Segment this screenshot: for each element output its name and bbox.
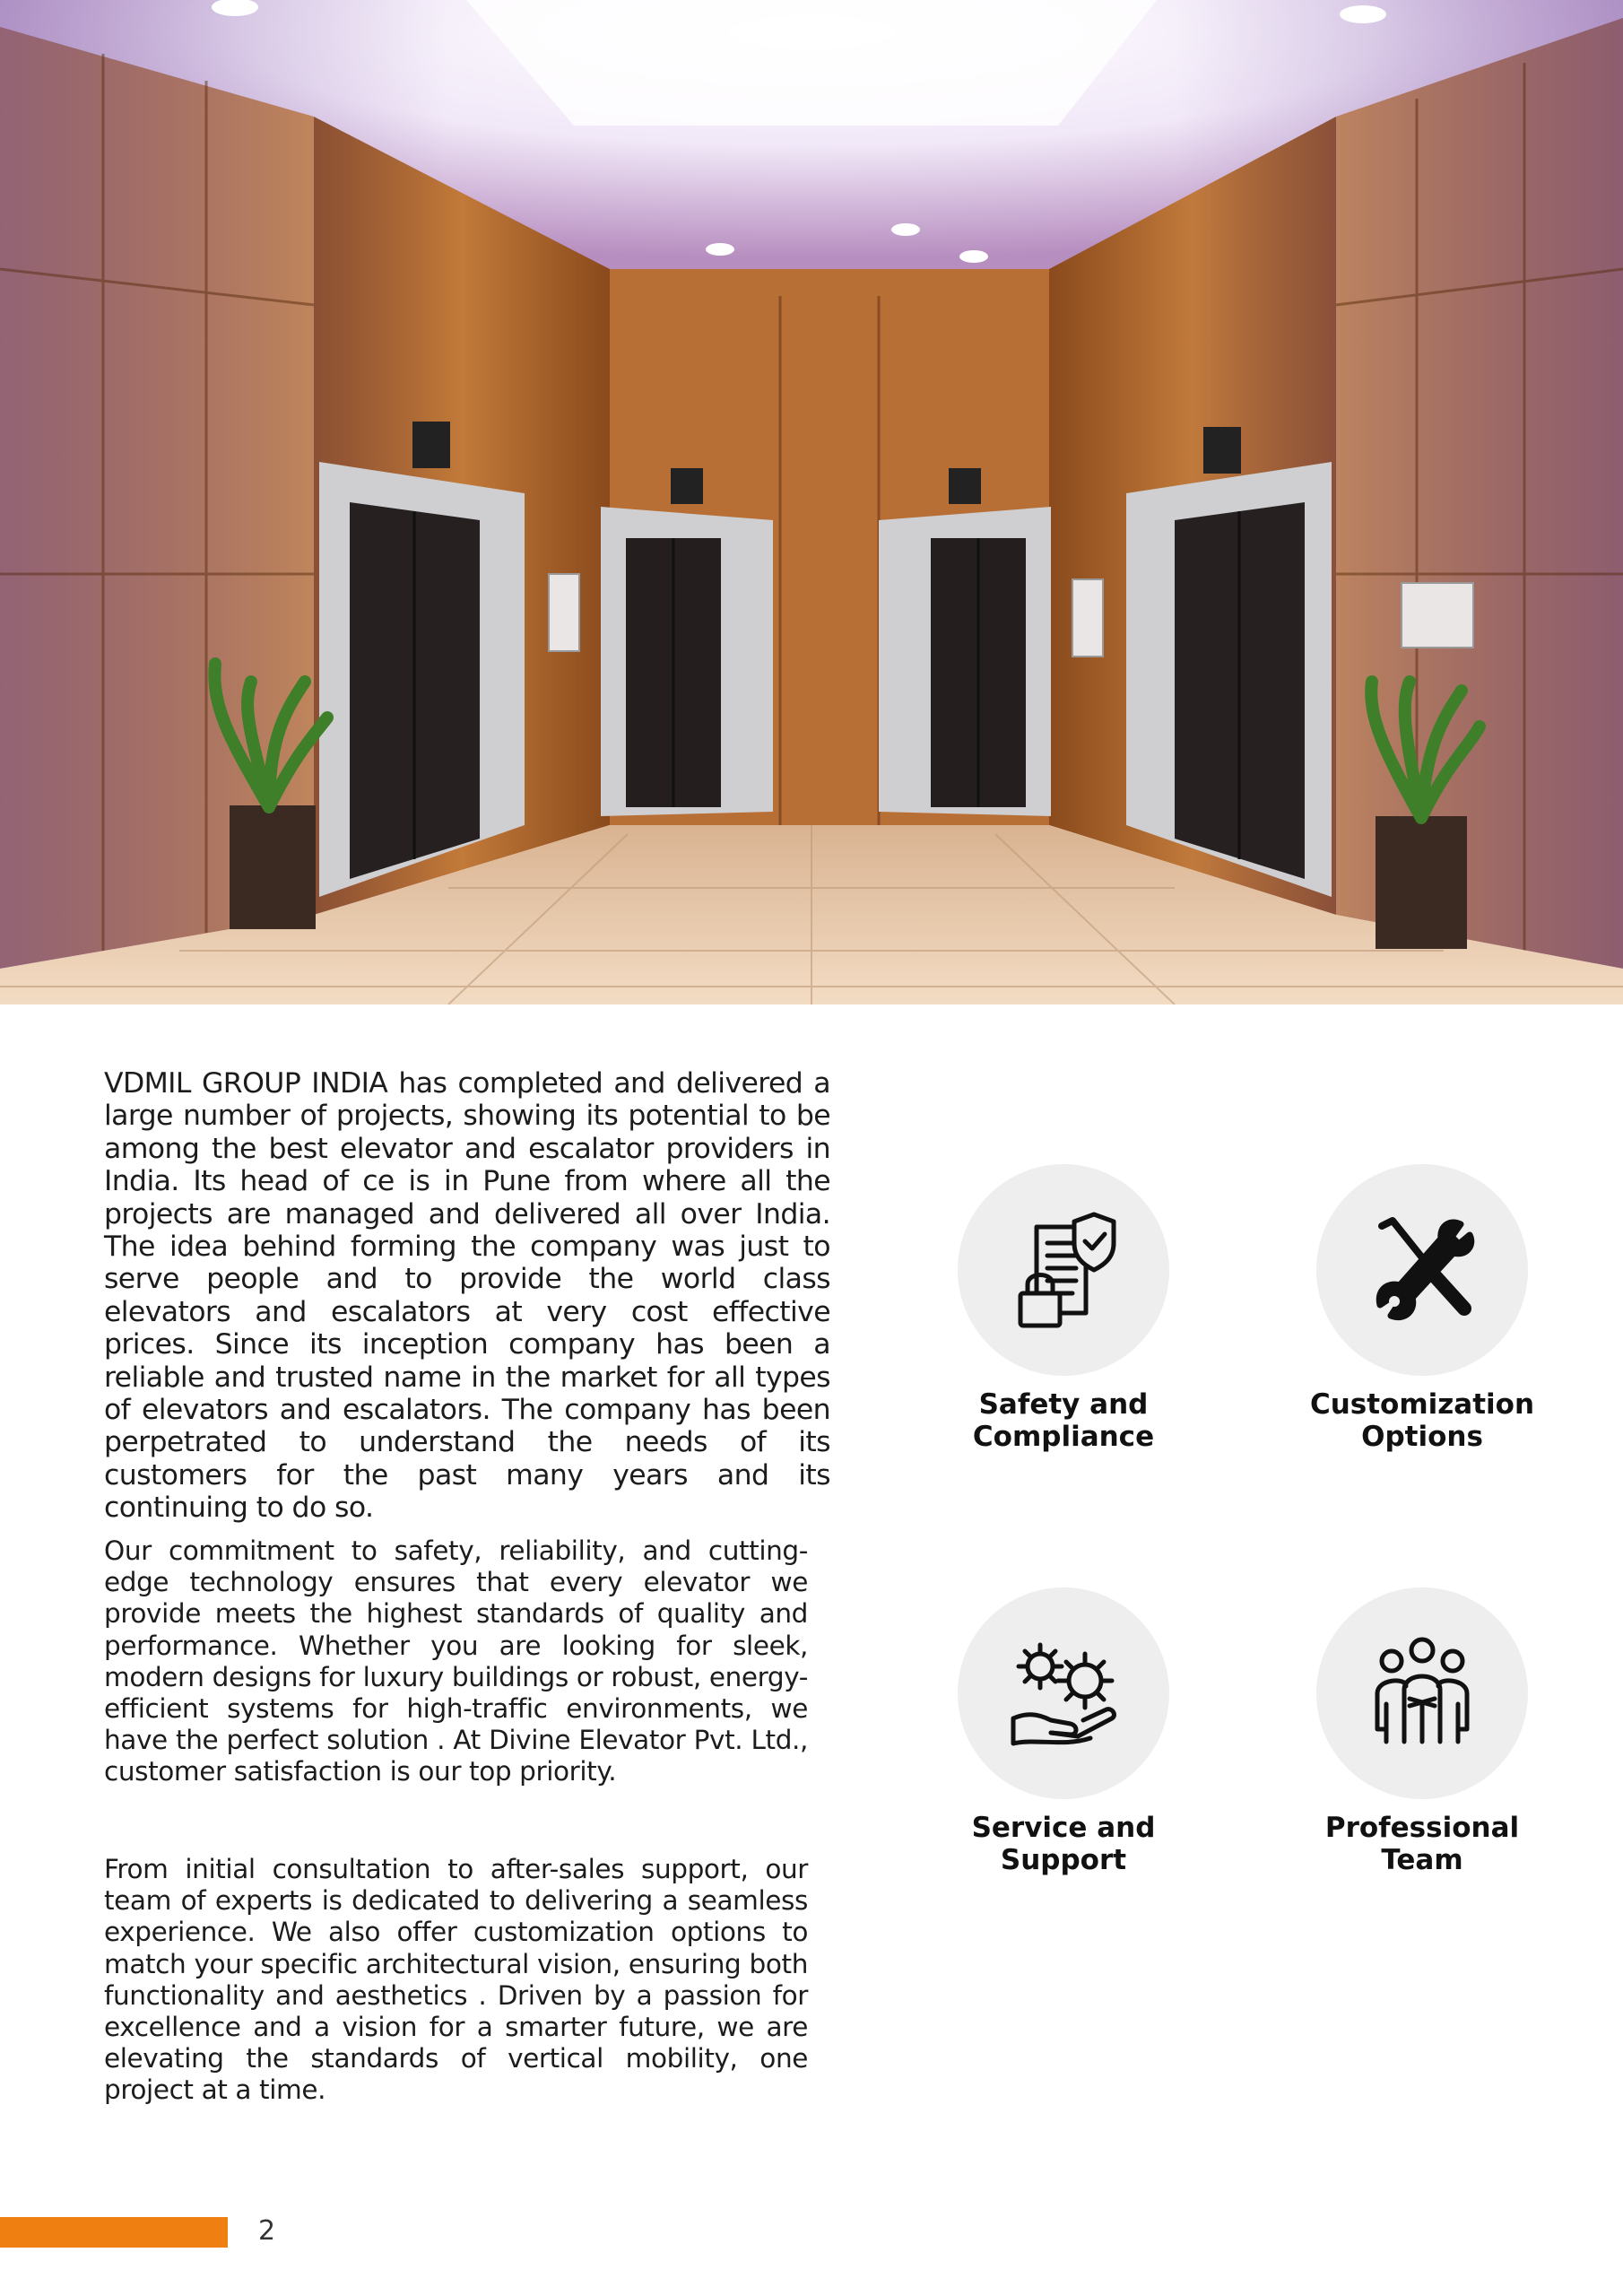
gears-hand-icon [1001, 1631, 1126, 1756]
feature-icon-circle [1316, 1164, 1528, 1376]
page-number: 2 [258, 2215, 276, 2247]
feature-label: Service and Support [971, 1812, 1156, 1876]
feature-label: Customization Options [1309, 1388, 1535, 1453]
intro-paragraph: VDMIL GROUP INDIA has completed and delivered a large number of projects, showing its potential to be among the best elevator and escalator providers in India. Its head of ce is in Pune from where all the projects are managed and delivered all over India. The idea behind forming the company was just to serve people and to provide the world class elevators and escalators at very cost effective prices. Since its inception company has been a reliable and trusted name in the market for all types of elevators and escalators. The company has been perpetrated to understand the needs of its customers for the past many years and its continuing to do so. [104, 1067, 830, 1525]
document-shield-lock-icon [1001, 1207, 1126, 1333]
footer-accent-bar [0, 2217, 228, 2248]
hero-image-elevator-lobby [0, 0, 1623, 1004]
commitment-paragraph: Our commitment to safety, reliability, and cutting-edge technology ensures that every elevator we provide meets the highest standards of quality and performance. Whether you are looking for sleek, modern designs for luxury buildings or robust, energy-efficient systems for high-traffic environments, we have the perfect solution . At Divine Elevator Pvt. Ltd., customer satisfaction is our top priority. [104, 1535, 808, 1787]
feature-icon-circle [958, 1587, 1169, 1799]
feature-service-support [920, 1587, 1207, 1876]
feature-safety-compliance [920, 1164, 1207, 1453]
feature-icon-circle [958, 1164, 1169, 1376]
feature-professional-team [1279, 1587, 1566, 1876]
feature-label: Safety and Compliance [972, 1388, 1155, 1453]
team-people-icon [1359, 1631, 1485, 1756]
feature-customization-options [1279, 1164, 1566, 1453]
wrench-screwdriver-icon [1364, 1212, 1480, 1328]
feature-label: Professional Team [1324, 1812, 1520, 1876]
support-paragraph: From initial consultation to after-sales support, our team of experts is dedicated to delivering a seamless experience. We also offer customization options to match your specific architectural vision, ensuring both functionality and aesthetics . Driven by a passion for excellence and a vision for a smarter future, we are elevating the standards of vertical mobility, one project at a time. [104, 1854, 808, 2106]
feature-icon-circle [1316, 1587, 1528, 1799]
